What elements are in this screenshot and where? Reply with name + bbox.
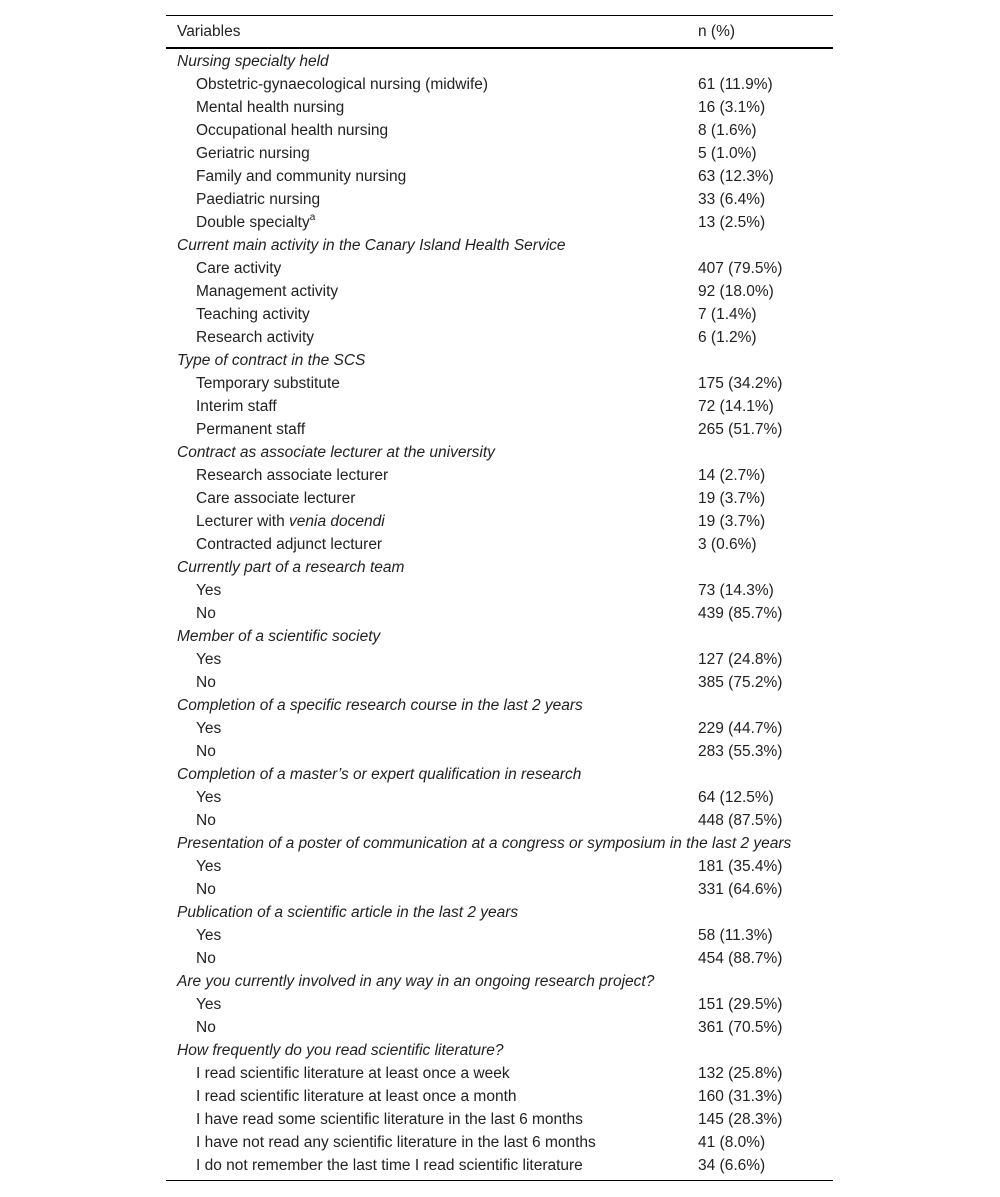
row-label: I read scientific literature at least once a month — [196, 1088, 517, 1105]
table-header-row — [166, 16, 833, 47]
row-label: Contracted adjunct lecturer — [196, 536, 383, 553]
table-row — [166, 464, 833, 487]
table-row — [166, 1085, 833, 1108]
row-label: No — [196, 812, 216, 829]
row-label-italic: venia docendi — [289, 513, 385, 530]
row-value: 160 (31.3%) — [698, 1088, 783, 1105]
row-label-cell — [196, 395, 277, 418]
table-header-rule — [166, 47, 833, 49]
variables-table — [166, 15, 833, 1181]
row-label-cell — [196, 165, 406, 188]
row-value: 33 (6.4%) — [698, 191, 766, 208]
row-value: 448 (87.5%) — [698, 812, 783, 829]
row-label-cell — [196, 602, 216, 625]
row-value: 41 (8.0%) — [698, 1134, 766, 1151]
row-label: Family and community nursing — [196, 168, 407, 185]
group-row — [166, 970, 833, 993]
group-row — [166, 763, 833, 786]
row-label: Management activity — [196, 283, 339, 300]
row-label: Double specialty — [196, 214, 310, 231]
row-label: Yes — [196, 996, 222, 1013]
row-label-cell — [196, 372, 340, 395]
row-label: Temporary substitute — [196, 375, 340, 392]
row-label-cell — [196, 303, 310, 326]
group-row — [166, 349, 833, 372]
row-label-cell — [196, 188, 320, 211]
table-row — [166, 119, 833, 142]
row-label-cell — [196, 717, 221, 740]
row-label: Obstetric-gynaecological nursing (midwife) — [196, 76, 489, 93]
row-value: 7 (1.4%) — [698, 306, 757, 323]
group-row — [166, 50, 833, 73]
row-label-cell — [196, 211, 315, 234]
row-label-cell — [196, 1085, 517, 1108]
table-row — [166, 1108, 833, 1131]
table-row — [166, 96, 833, 119]
row-label-cell — [196, 257, 281, 280]
row-value: 92 (18.0%) — [698, 283, 774, 300]
row-value: 132 (25.8%) — [698, 1065, 783, 1082]
row-label: Yes — [196, 720, 222, 737]
row-label-cell — [196, 1154, 583, 1177]
row-label-cell — [196, 579, 221, 602]
row-label-cell — [196, 855, 221, 878]
row-value: 19 (3.7%) — [698, 490, 766, 507]
row-label-cell — [196, 1062, 510, 1085]
row-label-cell — [196, 326, 314, 349]
row-label-cell — [196, 533, 382, 556]
row-label-cell — [196, 1131, 596, 1154]
table-row — [166, 1016, 833, 1039]
group-title: How frequently do you read scientific literature? — [177, 1042, 504, 1059]
table-row — [166, 924, 833, 947]
row-value: 3 (0.6%) — [698, 536, 757, 553]
row-label: Care activity — [196, 260, 282, 277]
row-label-cell — [196, 671, 216, 694]
row-label-cell — [196, 947, 216, 970]
row-label-cell — [196, 464, 388, 487]
table-row — [166, 1062, 833, 1085]
row-label: Paediatric nursing — [196, 191, 321, 208]
table-row — [166, 418, 833, 441]
table-row — [166, 372, 833, 395]
row-value: 265 (51.7%) — [698, 421, 783, 438]
row-label: Lecturer with — [196, 513, 290, 530]
table-row — [166, 165, 833, 188]
table-row — [166, 280, 833, 303]
group-row — [166, 556, 833, 579]
row-label-cell — [196, 142, 310, 165]
row-label: Yes — [196, 858, 222, 875]
table-row — [166, 786, 833, 809]
table-row — [166, 993, 833, 1016]
table-row — [166, 717, 833, 740]
table-row — [166, 73, 833, 96]
row-label-cell — [196, 1016, 216, 1039]
row-label-cell — [196, 809, 216, 832]
row-label-cell — [196, 96, 344, 119]
row-label-cell — [196, 786, 221, 809]
row-value: 58 (11.3%) — [698, 927, 773, 944]
row-value: 73 (14.3%) — [698, 582, 774, 599]
row-value: 283 (55.3%) — [698, 743, 783, 760]
group-title: Contract as associate lecturer at the university — [177, 444, 495, 461]
row-value: 19 (3.7%) — [698, 513, 766, 530]
row-label: No — [196, 1019, 216, 1036]
row-value: 175 (34.2%) — [698, 375, 783, 392]
table-row — [166, 188, 833, 211]
row-label: No — [196, 950, 216, 967]
row-label: No — [196, 674, 216, 691]
group-row — [166, 832, 833, 855]
row-value: 8 (1.6%) — [698, 122, 757, 139]
row-value: 361 (70.5%) — [698, 1019, 783, 1036]
group-row — [166, 1039, 833, 1062]
group-row — [166, 234, 833, 257]
row-value: 331 (64.6%) — [698, 881, 783, 898]
table-row — [166, 510, 833, 533]
row-label-cell — [196, 1108, 583, 1131]
table-row — [166, 671, 833, 694]
row-label: No — [196, 605, 216, 622]
row-label-cell — [196, 119, 388, 142]
row-label: Mental health nursing — [196, 99, 345, 116]
group-row — [166, 441, 833, 464]
row-label-cell — [196, 280, 338, 303]
table-row — [166, 1131, 833, 1154]
row-label: Research associate lecturer — [196, 467, 389, 484]
row-value: 454 (88.7%) — [698, 950, 783, 967]
row-label: Research activity — [196, 329, 315, 346]
row-label-cell — [196, 993, 221, 1016]
table-row — [166, 878, 833, 901]
row-label: Permanent staff — [196, 421, 306, 438]
row-label: No — [196, 881, 216, 898]
table-row — [166, 648, 833, 671]
row-value: 6 (1.2%) — [698, 329, 757, 346]
table-row — [166, 602, 833, 625]
row-label: Occupational health nursing — [196, 122, 389, 139]
row-label: I have read some scientific literature in the last 6 months — [196, 1111, 583, 1128]
row-label: Care associate lecturer — [196, 490, 356, 507]
row-label-cell — [196, 878, 216, 901]
row-label-cell — [196, 510, 385, 533]
row-value: 14 (2.7%) — [698, 467, 766, 484]
row-value: 229 (44.7%) — [698, 720, 783, 737]
group-row — [166, 625, 833, 648]
group-title: Member of a scientific society — [177, 628, 381, 645]
table-row — [166, 257, 833, 280]
row-value: 5 (1.0%) — [698, 145, 757, 162]
header-variables: Variables — [177, 23, 241, 40]
row-value: 439 (85.7%) — [698, 605, 783, 622]
row-value: 407 (79.5%) — [698, 260, 783, 277]
row-label: I do not remember the last time I read scientific literature — [196, 1157, 583, 1174]
row-label: I have not read any scientific literature in the last 6 months — [196, 1134, 596, 1151]
group-title: Currently part of a research team — [177, 559, 405, 576]
row-value: 34 (6.6%) — [698, 1157, 766, 1174]
table-row — [166, 326, 833, 349]
row-label-cell — [196, 924, 221, 947]
table-row — [166, 395, 833, 418]
row-value: 61 (11.9%) — [698, 76, 773, 93]
row-value: 16 (3.1%) — [698, 99, 766, 116]
table-row — [166, 533, 833, 556]
table-row — [166, 855, 833, 878]
row-value: 181 (35.4%) — [698, 858, 783, 875]
table-row — [166, 303, 833, 326]
row-label-cell — [196, 487, 355, 510]
row-label-cell — [196, 73, 488, 96]
row-label: Interim staff — [196, 398, 277, 415]
table-row — [166, 740, 833, 763]
table-row — [166, 142, 833, 165]
row-label: Yes — [196, 789, 222, 806]
row-label: I read scientific literature at least once a week — [196, 1065, 510, 1082]
group-title: Nursing specialty held — [177, 53, 329, 70]
row-label: Geriatric nursing — [196, 145, 310, 162]
row-label-cell — [196, 648, 221, 671]
group-row — [166, 901, 833, 924]
group-title: Type of contract in the SCS — [177, 352, 366, 369]
table-row — [166, 579, 833, 602]
row-label: No — [196, 743, 216, 760]
group-row — [166, 694, 833, 717]
table-row — [166, 947, 833, 970]
row-label-cell — [196, 740, 216, 763]
row-label: Yes — [196, 582, 222, 599]
row-value: 151 (29.5%) — [698, 996, 783, 1013]
row-value: 64 (12.5%) — [698, 789, 774, 806]
group-title: Presentation of a poster of communication at a congress or symposium in the last 2 years — [177, 835, 792, 852]
group-title: Completion of a specific research course in the last 2 years — [177, 697, 583, 714]
table-row — [166, 487, 833, 510]
group-title: Publication of a scientific article in the last 2 years — [177, 904, 519, 921]
row-label-cell — [196, 418, 305, 441]
row-value: 145 (28.3%) — [698, 1111, 783, 1128]
row-value: 72 (14.1%) — [698, 398, 774, 415]
group-title: Completion of a master’s or expert qualification in research — [177, 766, 582, 783]
row-label: Yes — [196, 927, 222, 944]
footnote-marker: a — [309, 211, 316, 223]
row-value: 127 (24.8%) — [698, 651, 783, 668]
row-label: Yes — [196, 651, 222, 668]
table-row — [166, 809, 833, 832]
group-title: Current main activity in the Canary Island Health Service — [177, 237, 566, 254]
table-row — [166, 211, 833, 234]
table-body — [166, 50, 833, 1177]
table-row — [166, 1154, 833, 1177]
row-value: 385 (75.2%) — [698, 674, 783, 691]
row-label: Teaching activity — [196, 306, 310, 323]
row-value: 13 (2.5%) — [698, 214, 766, 231]
row-value: 63 (12.3%) — [698, 168, 774, 185]
header-value: n (%) — [698, 23, 736, 40]
table-bottom-rule — [166, 1180, 833, 1181]
group-title: Are you currently involved in any way in an ongoing research project? — [177, 973, 655, 990]
